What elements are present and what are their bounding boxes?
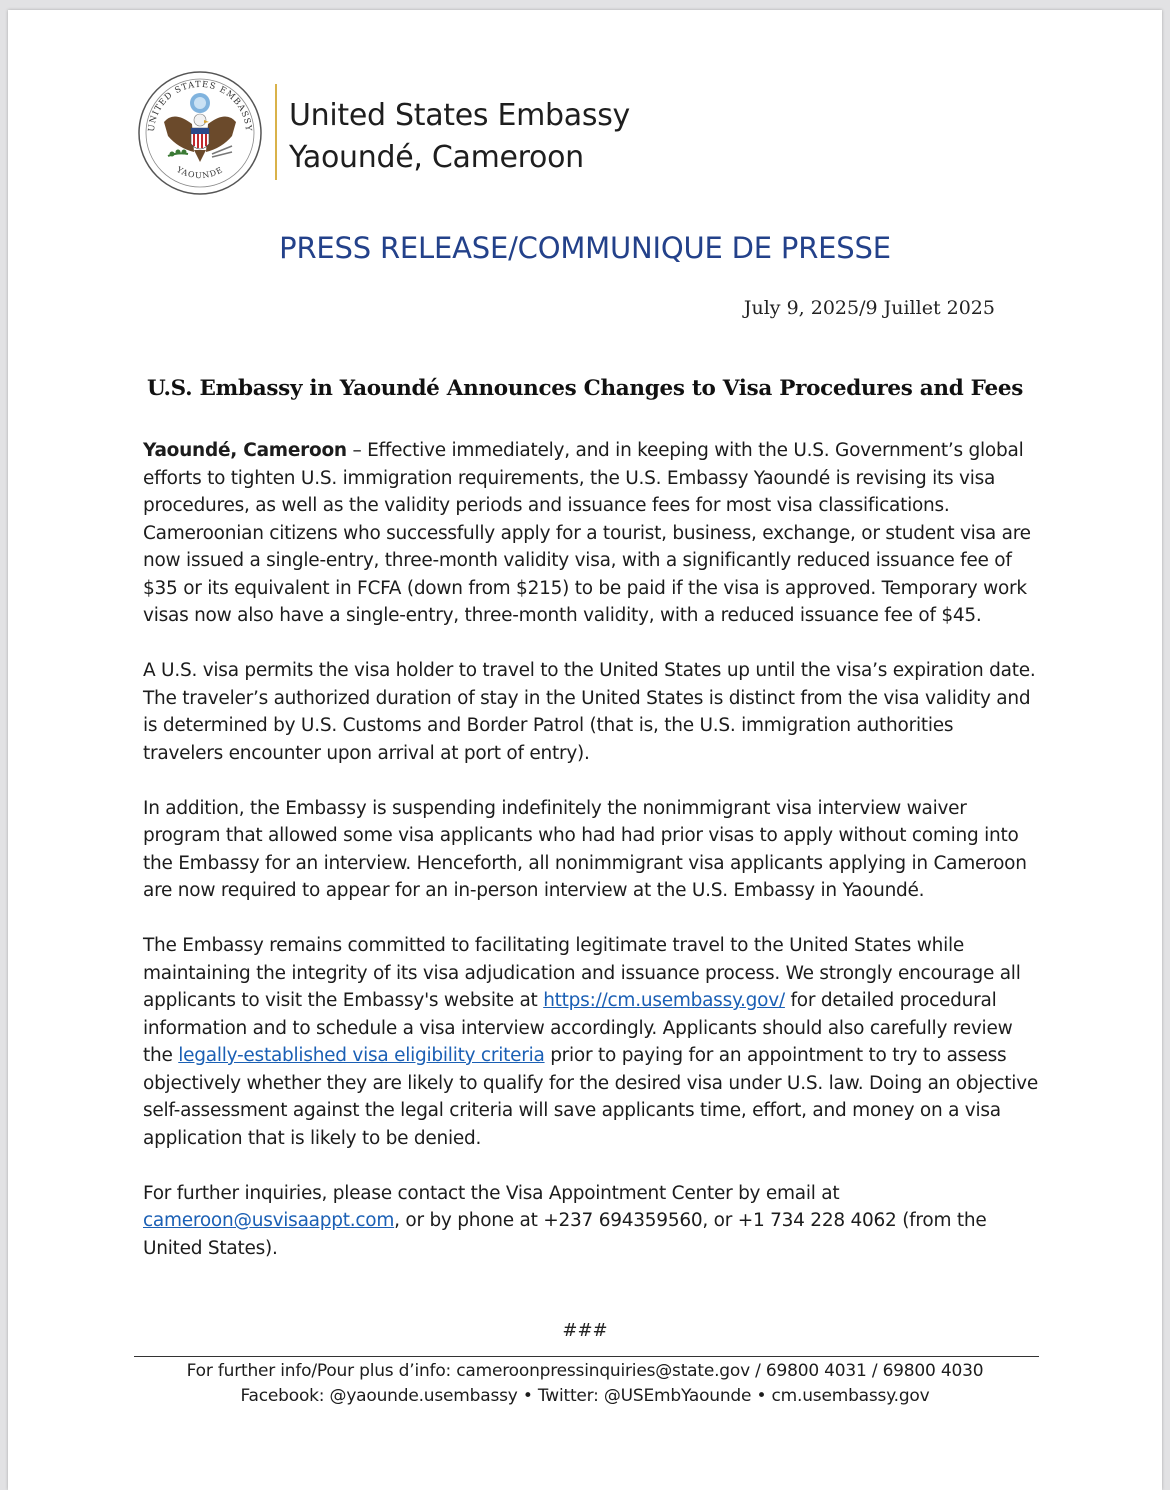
footer-social-line: Facebook: @yaounde.usembassy • Twitter: @USEmbYaounde • cm.usembassy.gov [240, 1386, 930, 1406]
footer-divider [134, 1356, 1039, 1357]
seal-text-top: UNITED STATES EMBASSY [146, 79, 254, 133]
embassy-name [289, 95, 630, 179]
embassy-seal-icon [134, 70, 266, 196]
paragraph-4-text-c: prior to paying for an appointment to try to assess objectively whether they are likely to qualify for the desired visa under U.S. law. Doing an objective self-assessment against the legal criteria will save applicants time, effort, and money on a visa application that is likely to be denied. [143, 1045, 1039, 1149]
seal-text-bottom: YAOUNDE [175, 165, 225, 181]
embassy-name-line2: Yaoundé, Cameroon [289, 140, 584, 175]
paragraph-4-text-b: for detailed procedural information and to schedule a visa interview accordingly. Applicants should also carefully review the [143, 990, 1013, 1066]
footer-contact-line: For further info/Pour plus d’info: cameroonpressinquiries@state.gov / 69800 4031 / 69800 4030 [186, 1361, 984, 1381]
embassy-name-line1: United States Embassy [289, 98, 631, 133]
release-date: July 9, 2025/9 Juillet 2025 [743, 297, 995, 319]
paragraph-2: A U.S. visa permits the visa holder to travel to the United States up until the visa’s expiration date. The traveler’s authorized duration of stay in the United States is distinct from the visa validity and is determined by U.S. Customs and Border Patrol (that is, the U.S. immigration authorities travelers encounter upon arrival at port of entry). [143, 660, 1036, 764]
paragraph-5-text-b: , or by phone at +237 694359560, or +1 734 228 4062 (from the United States). [143, 1210, 987, 1259]
paragraph-4-text-a: The Embassy remains committed to facilitating legitimate travel to the United States while maintaining the integrity of its visa adjudication and issuance process. We strongly encourage all applicants to visit the Embassy's website at [143, 935, 1021, 1011]
header-divider [275, 84, 277, 180]
end-mark: ### [562, 1320, 608, 1341]
footer [0, 1359, 1170, 1409]
press-release-title: PRESS RELEASE/COMMUNIQUE DE PRESSE [279, 231, 891, 265]
embassy-website-link[interactable]: https://cm.usembassy.gov/ [543, 990, 785, 1011]
paragraph-4 [143, 932, 1038, 1152]
paragraph-1-text: – Effective immediately, and in keeping with the U.S. Government’s global efforts to tighten U.S. immigration requirements, the U.S. Embassy Yaoundé is revising its visa procedures, as well as the validity periods and issuance fees for most visa classifications. Cameroonian citizens who successfully apply for a tourist, business, exchange, or student visa are now issued a single-entry, three-month validity visa, with a significantly reduced issuance fee of $35 or its equivalent in FCFA (down from $215) to be paid if the visa is approved. Temporary work visas now also have a single-entry, three-month validity, with a reduced issuance fee of $45. [143, 440, 1031, 626]
paragraph-5-text-a: For further inquiries, please contact the Visa Appointment Center by email at [143, 1182, 840, 1204]
dateline: Yaoundé, Cameroon [143, 440, 347, 461]
press-release-body [143, 437, 1038, 1290]
paragraph-1 [143, 437, 1038, 630]
eligibility-criteria-link[interactable]: legally-established visa eligibility criteria [178, 1045, 545, 1066]
paragraph-3: In addition, the Embassy is suspending indefinitely the nonimmigrant visa interview waiver program that allowed some visa applicants who had had prior visas to apply without coming into the Embassy for an interview. Henceforth, all nonimmigrant visa applicants applying in Cameroon are now required to appear for an in-person interview at the U.S. Embassy in Yaoundé. [143, 797, 1027, 901]
visa-center-email-link[interactable]: cameroon@usvisaappt.com [143, 1210, 395, 1231]
headline: U.S. Embassy in Yaoundé Announces Changes to Visa Procedures and Fees [146, 376, 1024, 401]
paragraph-5 [143, 1180, 1038, 1263]
